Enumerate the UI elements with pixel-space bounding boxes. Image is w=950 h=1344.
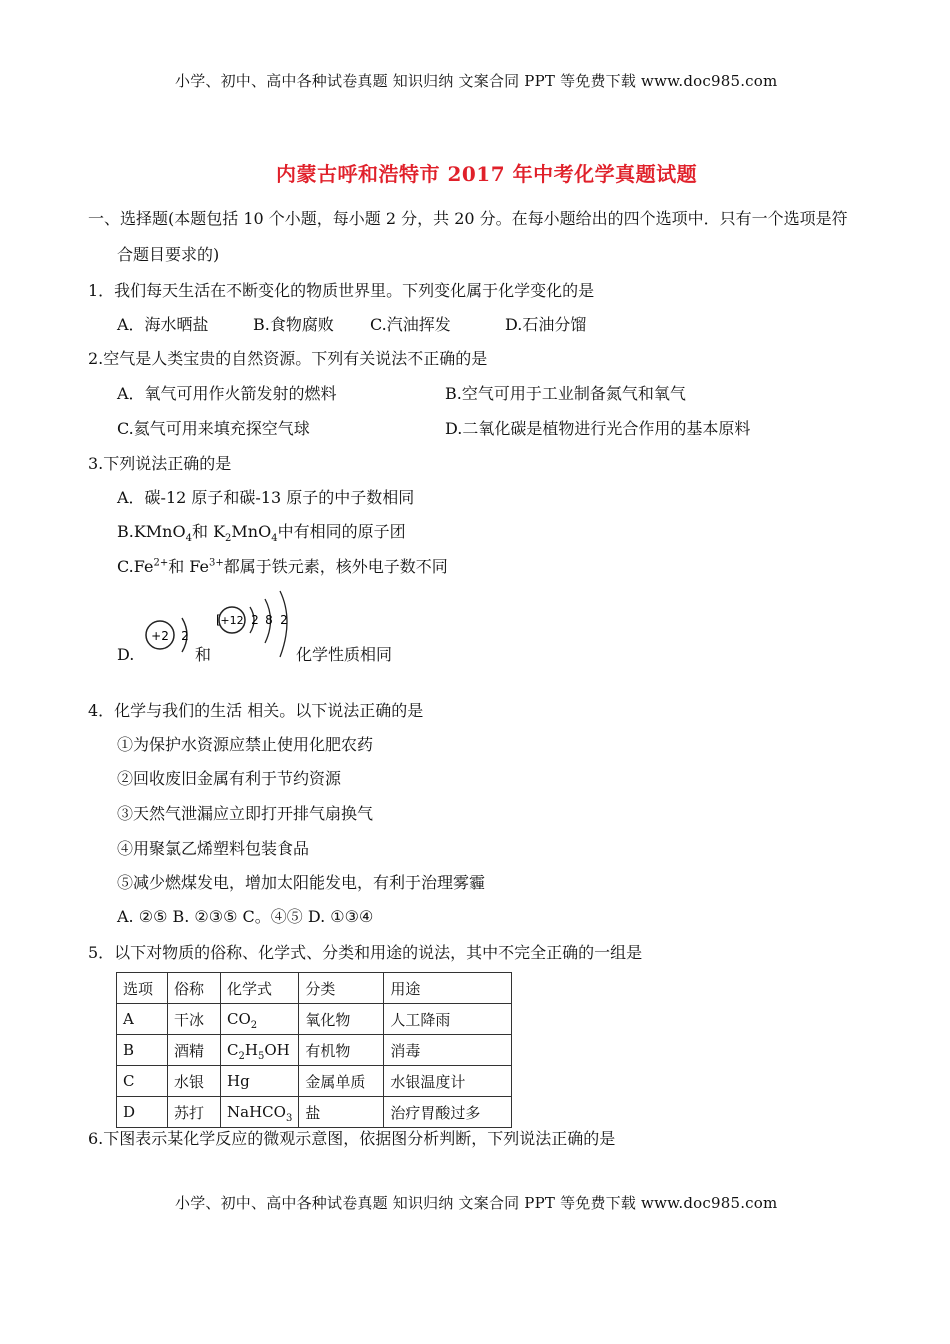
cell-use: 消毒 — [384, 1035, 512, 1066]
helium-atom-diagram — [140, 612, 196, 662]
cell-name: 苏打 — [168, 1097, 221, 1128]
header-cell-class: 分类 — [299, 973, 384, 1004]
q4-statement-1: ①为保护水资源应禁止使用化肥农药 — [117, 735, 374, 754]
q4-stem: 4．化学与我们的生活 相关。以下说法正确的是 — [88, 701, 424, 720]
q1-stem: 1．我们每天生活在不断变化的物质世界里。下列变化属于化学变化的是 — [88, 281, 595, 300]
cell-class: 氧化物 — [299, 1004, 384, 1035]
q3-option-d-and: 和 — [195, 645, 212, 664]
cell-class: 金属单质 — [299, 1066, 384, 1097]
q3-option-d-text: 化学性质相同 — [296, 645, 393, 664]
q2-option-a: A．氧气可用作火箭发射的燃料 — [117, 384, 337, 403]
q3-option-b: B.KMnO$_4$和 $K_2MnO_4$中有相同的原子团 — [117, 522, 406, 545]
q4-options: A. ②⑤ B. ②③⑤ C。④⑤ D. ①③④ — [117, 907, 374, 926]
header-cell-formula: 化学式 — [221, 973, 299, 1004]
header-cell-name: 俗称 — [168, 973, 221, 1004]
page-title: 内蒙古呼和浩特市 2017 年中考化学真题试题 — [276, 162, 698, 186]
cell-class: 盐 — [299, 1097, 384, 1128]
q3-option-c: $C.Fe^{2+}$和 $Fe^{3+}$都属于铁元素，核外电子数不同 — [117, 557, 448, 576]
q4-statement-3: ③天然气泄漏应立即打开排气扇换气 — [117, 804, 374, 823]
helium-nucleus-charge: +2 — [151, 629, 169, 643]
q1-option-b: B.食物腐败 — [253, 315, 334, 334]
q1-option-d: D.石油分馏 — [505, 315, 587, 334]
table-header-row — [117, 973, 512, 1004]
table-row — [117, 1004, 512, 1035]
page-header: 小学、初中、高中各种试卷真题 知识归纳 文案合同 PPT 等免费下载 www.doc985.com — [175, 72, 778, 90]
q4-statement-5: ⑤减少燃煤发电，增加太阳能发电，有利于治理雾霾 — [117, 873, 486, 892]
q5-table — [116, 972, 512, 1128]
cell-formula: $C_2H_5OH$ — [221, 1035, 299, 1066]
magnesium-nucleus-charge: +12 — [220, 614, 244, 627]
table-row — [117, 1066, 512, 1097]
magnesium-atom-diagram — [210, 587, 294, 663]
q6-stem: 6.下图表示某化学反应的微观示意图，依据图分析判断，下列说法正确的是 — [88, 1129, 616, 1148]
section-heading-line2: 合题目要求的) — [117, 245, 220, 264]
table-row — [117, 1097, 512, 1128]
q4-statement-4: ④用聚氯乙烯塑料包装食品 — [117, 839, 310, 858]
cell-use: 人工降雨 — [384, 1004, 512, 1035]
q2-option-d: D.二氧化碳是植物进行光合作用的基本原料 — [445, 419, 751, 438]
cell-option: C — [117, 1066, 168, 1097]
cell-name: 干冰 — [168, 1004, 221, 1035]
header-cell-option: 选项 — [117, 973, 168, 1004]
magnesium-shell2-count: 8 — [265, 613, 273, 627]
q2-option-c: C.氦气可用来填充探空气球 — [117, 419, 310, 438]
q3-option-a: A．碳-12 原子和碳-13 原子的中子数相同 — [117, 488, 415, 507]
cell-use: 水银温度计 — [384, 1066, 512, 1097]
page-footer: 小学、初中、高中各种试卷真题 知识归纳 文案合同 PPT 等免费下载 www.doc985.com — [175, 1194, 778, 1212]
q4-statement-2: ②回收废旧金属有利于节约资源 — [117, 769, 342, 788]
header-cell-use: 用途 — [384, 973, 512, 1004]
q5-stem: 5．以下对物质的俗称、化学式、分类和用途的说法，其中不完全正确的一组是 — [88, 943, 643, 962]
q3-option-d-label: D. — [117, 645, 135, 664]
cell-name: 酒精 — [168, 1035, 221, 1066]
magnesium-bracket: [ — [216, 613, 221, 627]
cell-formula: NaHCO$_3$ — [221, 1097, 299, 1128]
table-row — [117, 1035, 512, 1066]
q2-option-b: B.空气可用于工业制备氮气和氧气 — [445, 384, 686, 403]
cell-option: D — [117, 1097, 168, 1128]
q3-stem: 3.下列说法正确的是 — [88, 454, 232, 473]
cell-formula: Hg — [221, 1066, 299, 1097]
cell-formula: $CO_2$ — [221, 1004, 299, 1035]
cell-name: 水银 — [168, 1066, 221, 1097]
q1-option-a: A．海水晒盐 — [117, 315, 209, 334]
cell-class: 有机物 — [299, 1035, 384, 1066]
cell-option: A — [117, 1004, 168, 1035]
q1-option-c: C.汽油挥发 — [370, 315, 451, 334]
helium-shell1-count: 2 — [181, 629, 189, 643]
magnesium-shell3-count: 2 — [280, 613, 288, 627]
cell-use: 治疗胃酸过多 — [384, 1097, 512, 1128]
cell-option: B — [117, 1035, 168, 1066]
magnesium-shell1-count: 2 — [251, 613, 259, 627]
section-heading-line1: 一、选择题(本题包括 10 个小题，每小题 2 分，共 20 分。在每小题给出的四个选项中．只有一个选项是符 — [88, 209, 848, 228]
q2-stem: 2.空气是人类宝贵的自然资源。下列有关说法不正确的是 — [88, 349, 488, 368]
